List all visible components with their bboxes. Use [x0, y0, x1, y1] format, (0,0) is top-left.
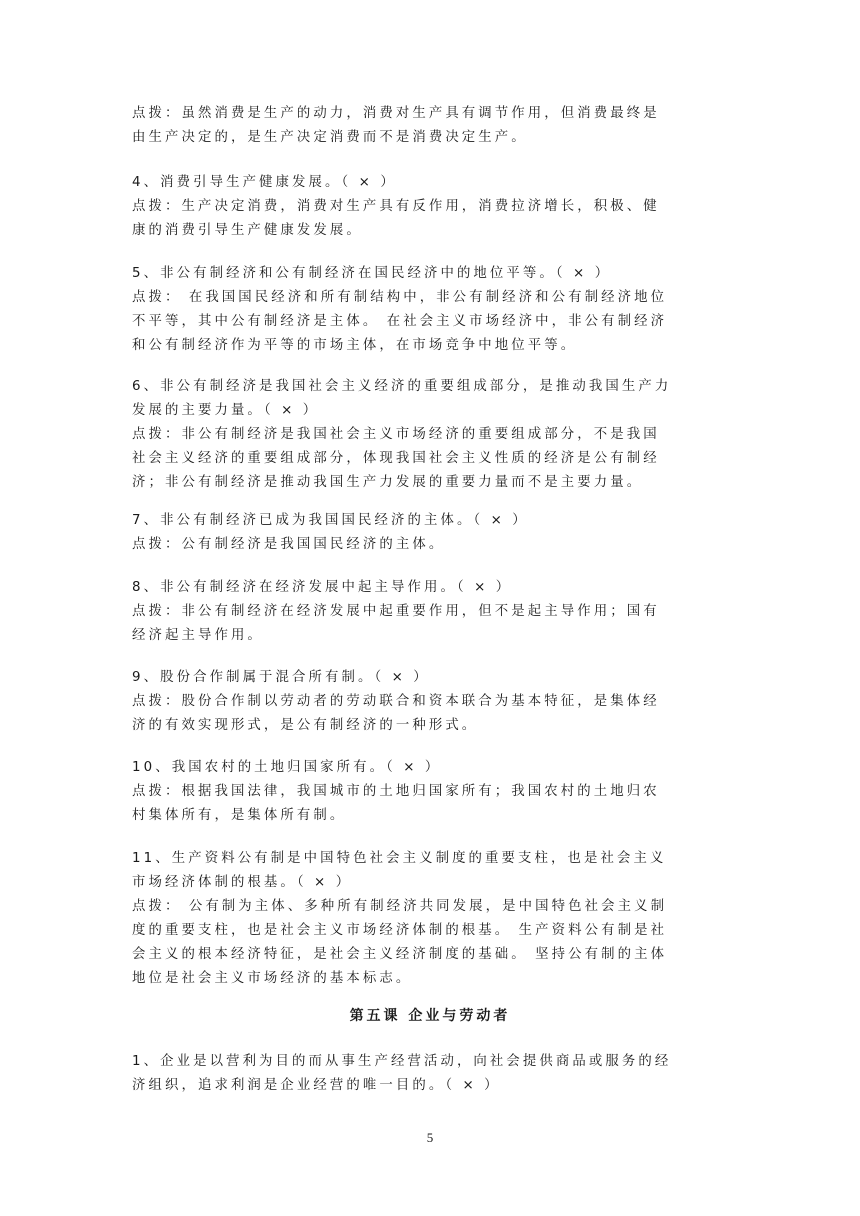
- text-line: 地位是社会主义市场经济的基本标志。: [132, 971, 413, 986]
- question-item-10: [132, 756, 732, 828]
- text-line: 点拨：根据我国法律，我国城市的土地归国家所有；我国农村的土地归农: [132, 784, 660, 799]
- page-number: 5: [426, 1130, 434, 1145]
- lesson-heading: 第五课 企业与劳动者: [349, 1008, 511, 1024]
- lesson-question-item-1: [132, 1050, 732, 1098]
- question-line: 7、非公有制经济已成为我国国民经济的主体。（ × ）: [132, 513, 529, 528]
- question-line: 9、股份合作制属于混合所有制。（ × ）: [132, 670, 430, 685]
- question-line: 发展的主要力量。（ × ）: [132, 403, 320, 418]
- text-line: 点拨：非公有制经济在经济发展中起重要作用，但不是起主导作用；国有: [132, 604, 660, 619]
- question-item-11: [132, 847, 732, 991]
- question-item-6: [132, 375, 732, 495]
- question-line: 11、生产资料公有制是中国特色社会主义制度的重要支柱，也是社会主义: [132, 851, 667, 866]
- question-line: 济组织，追求利润是企业经营的唯一目的。（ × ）: [132, 1078, 501, 1093]
- question-item-5: [132, 262, 732, 358]
- question-line: 6、非公有制经济是我国社会主义经济的重要组成部分，是推动我国生产力: [132, 379, 672, 394]
- question-line: 10、我国农村的土地归国家所有。（ × ）: [132, 760, 442, 775]
- text-line: 村集体所有，是集体所有制。: [132, 808, 347, 823]
- text-line: 社会主义经济的重要组成部分，体现我国社会主义性质的经济是公有制经: [132, 451, 660, 466]
- question-line: 4、消费引导生产健康发展。（ × ）: [132, 175, 397, 190]
- question-item-9: [132, 666, 732, 738]
- question-line: 市场经济体制的根基。（ × ）: [132, 875, 353, 890]
- text-line: 点拨：公有制经济是我国国民经济的主体。: [132, 537, 446, 552]
- text-line: 会主义的根本经济特征，是社会主义经济制度的基础。 坚持公有制的主体: [132, 947, 668, 962]
- text-line: 经济起主导作用。: [132, 628, 264, 643]
- text-line: 不平等，其中公有制经济是主体。 在社会主义市场经济中，非公有制经济: [132, 314, 668, 329]
- question-line: 8、非公有制经济在经济发展中起主导作用。（ × ）: [132, 580, 513, 595]
- text-line: 点拨： 公有制为主体、多种所有制经济共同发展，是中国特色社会主义制: [132, 899, 668, 914]
- text-line: 度的重要支柱，也是社会主义市场经济体制的根基。 生产资料公有制是社: [132, 923, 668, 938]
- text-line: 由生产决定的，是生产决定消费而不是消费决定生产。: [132, 130, 528, 145]
- text-line: 济的有效实现形式，是公有制经济的一种形式。: [132, 718, 479, 733]
- question-item-7: [132, 509, 732, 557]
- text-line: 点拨：虽然消费是生产的动力，消费对生产具有调节作用，但消费最终是: [132, 106, 660, 121]
- text-line: 点拨： 在我国国民经济和所有制结构中，非公有制经济和公有制经济地位: [132, 290, 668, 305]
- text-line: 点拨：非公有制经济是我国社会主义市场经济的重要组成部分，不是我国: [132, 427, 660, 442]
- note-item-3: [132, 102, 732, 150]
- text-line: 和公有制经济作为平等的市场主体，在市场竞争中地位平等。: [132, 338, 578, 353]
- text-line: 点拨：生产决定消费，消费对生产具有反作用，消费拉济增长，积极、健: [132, 199, 660, 214]
- text-line: 点拨：股份合作制以劳动者的劳动联合和资本联合为基本特征，是集体经: [132, 694, 660, 709]
- text-line: 康的消费引导生产健康发发展。: [132, 223, 363, 238]
- question-line: 5、非公有制经济和公有制经济在国民经济中的地位平等。（ × ）: [132, 266, 612, 281]
- question-item-8: [132, 576, 732, 648]
- question-item-4: [132, 171, 732, 243]
- question-line: 1、企业是以营利为目的而从事生产经营活动，向社会提供商品或服务的经: [132, 1054, 672, 1069]
- text-line: 济；非公有制经济是推动我国生产力发展的重要力量而不是主要力量。: [132, 475, 644, 490]
